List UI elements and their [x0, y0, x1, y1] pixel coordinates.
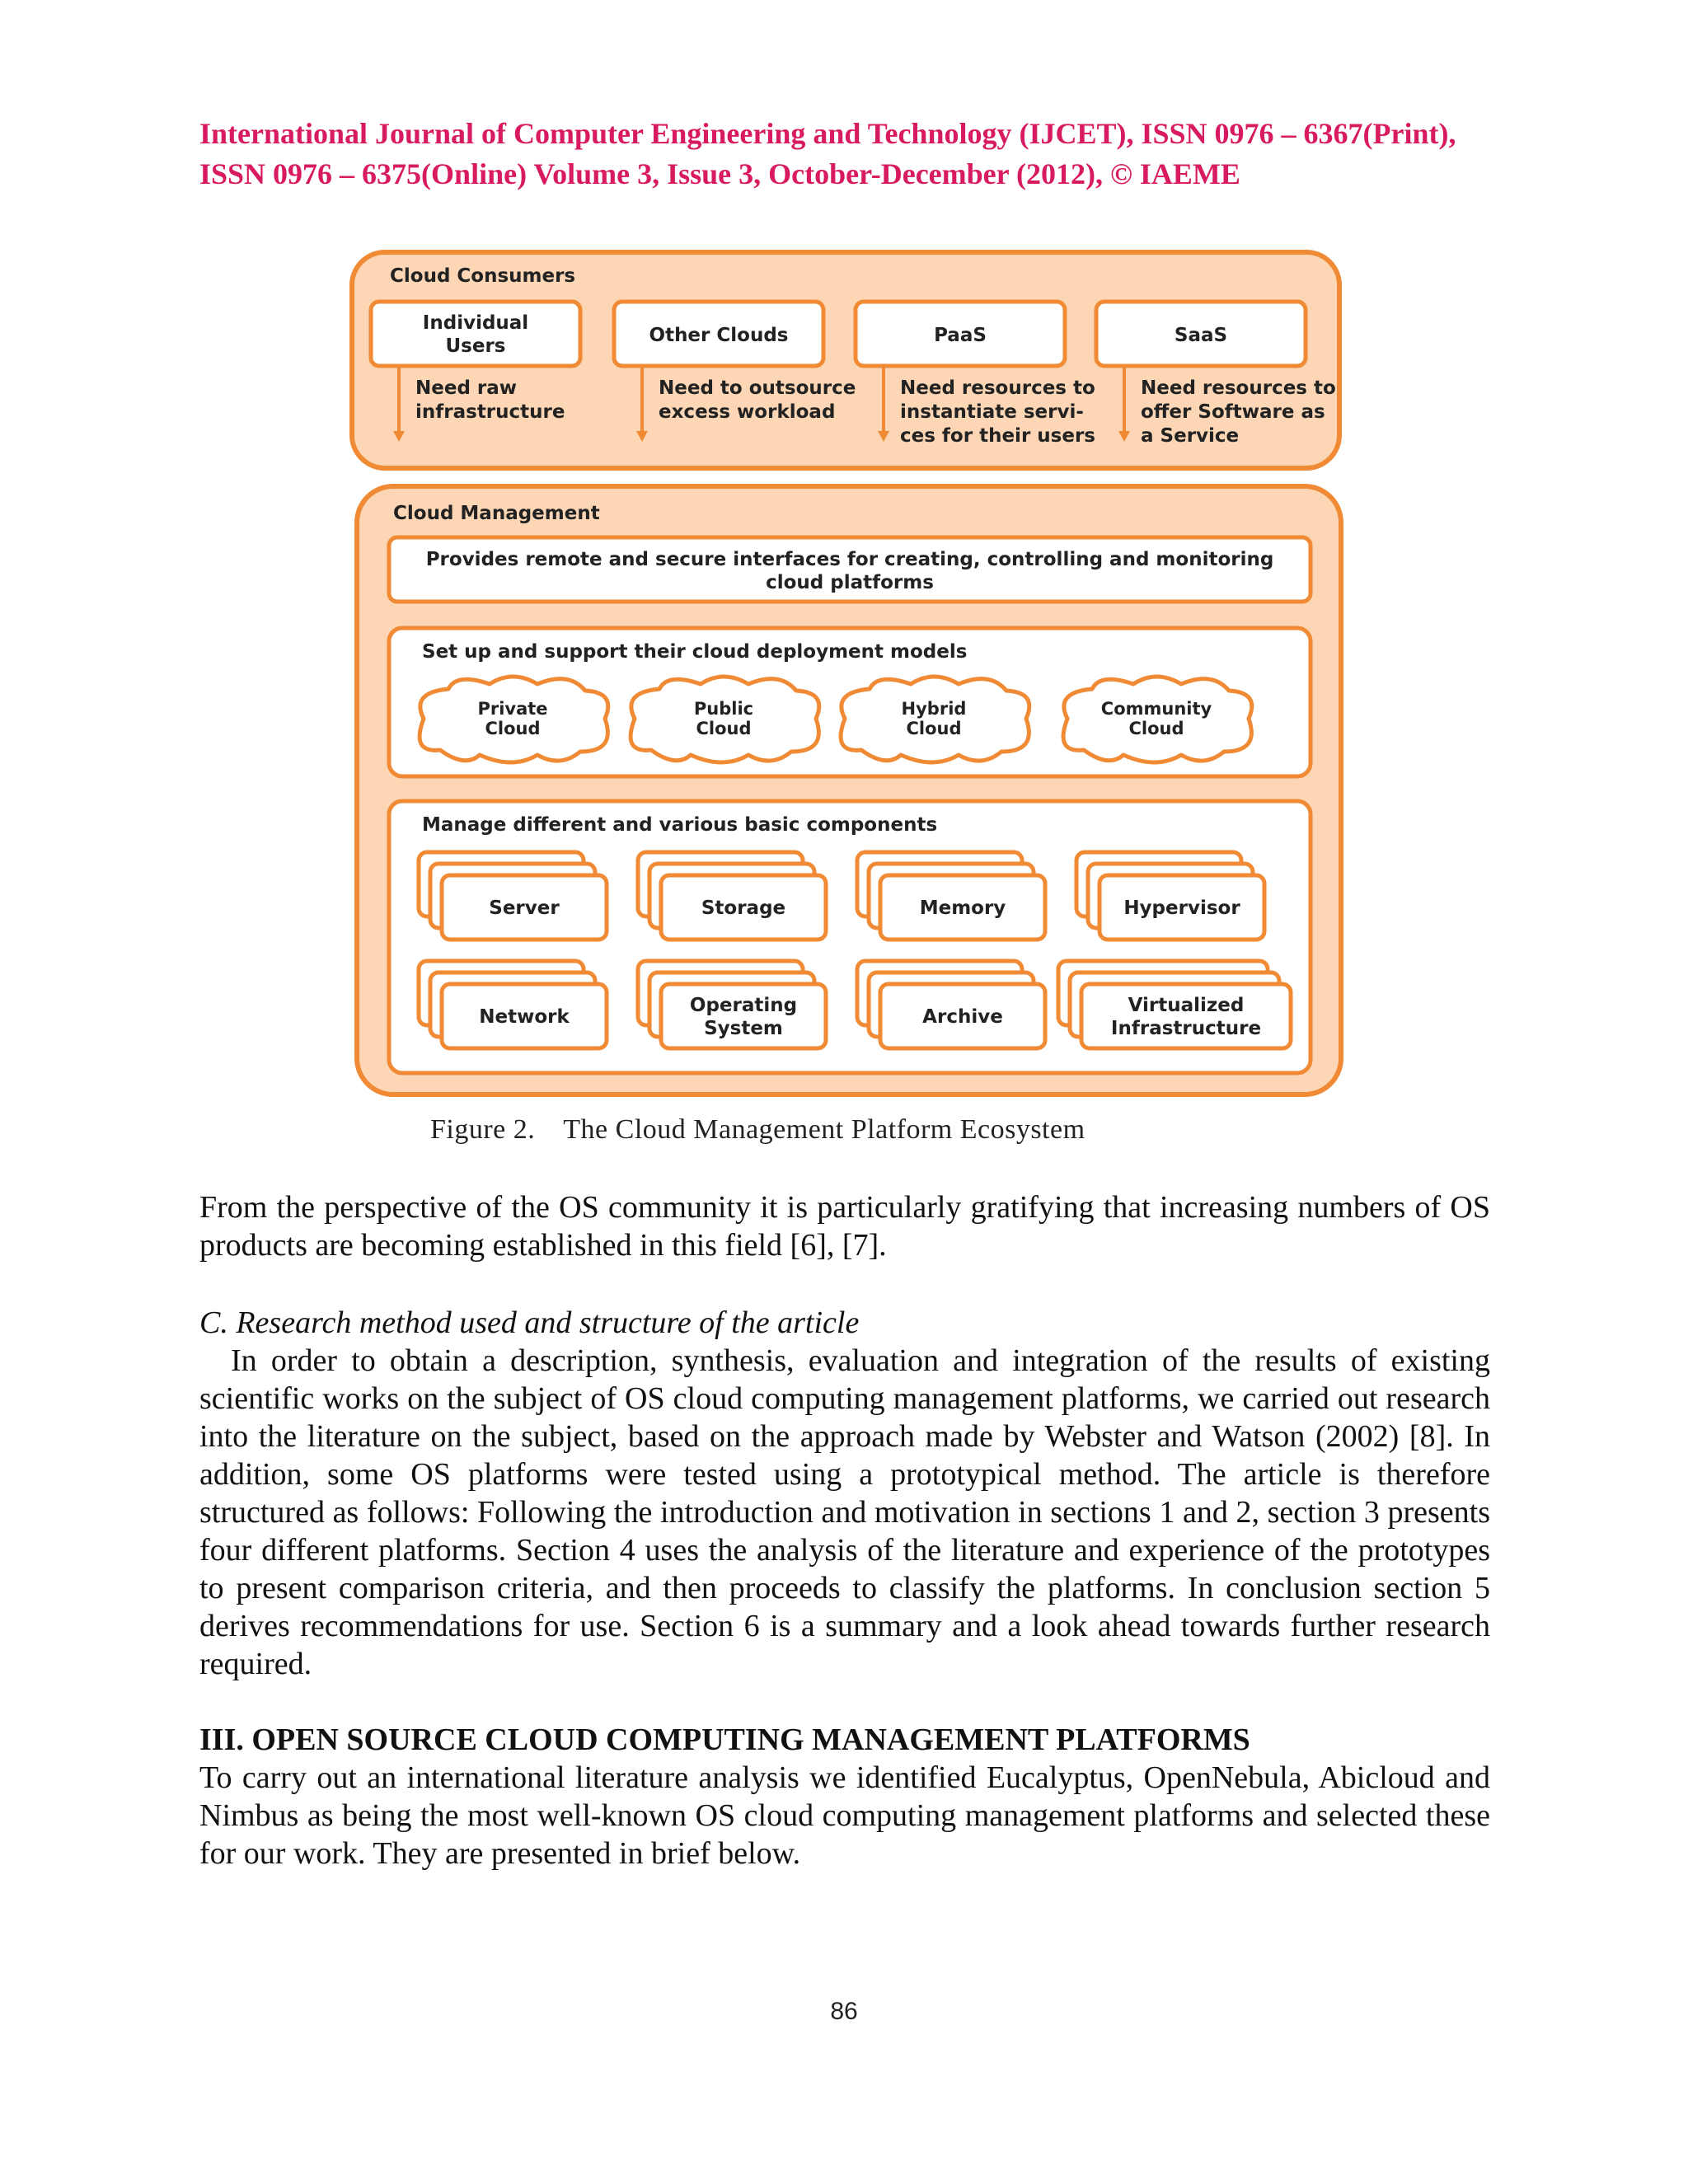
header-line-2: ISSN 0976 – 6375(Online) Volume 3, Issue 3, October-December (2012), © IAEME [199, 157, 1240, 190]
deployment-cloud-label: Hybrid Cloud [901, 699, 967, 738]
paragraph-research-method: In order to obtain a description, synthesis, evaluation and integration of the results of existing scientific works on the subject of OS cloud computing management platforms, we carried out research into the literature on the subject, based on the approach made by Webster and Watson (2002) [8]. In addition, some OS platforms were tested using a prototypical method. The article is therefore structured as follows: Following the introduction and motivation in sections 1 and 2, section 3 presents four different platforms. Section 4 uses the analysis of the literature and experience of the prototypes to present comparison criteria, and then proceeds to classify the platforms. In conclusion section 5 derives recommendations for use. Section 6 is a summary and a look ahead towards further research required. [199, 1343, 1490, 1681]
consumer-need-text: Need resources to instantiate servi-ces for their users [900, 377, 1095, 447]
management-panel-title: Cloud Management [393, 503, 600, 524]
component-label: Hypervisor [1123, 898, 1240, 919]
deployment-cloud-label: Community Cloud [1100, 699, 1212, 738]
consumer-box-label: PaaS [934, 325, 987, 346]
consumer-need-text: Need to outsource excess workload [659, 377, 856, 423]
paragraph-platforms-intro: To carry out an international literature analysis we identified Eucalyptus, OpenNebula, Abicloud and Nimbus as being the most well-known OS cloud computing management platforms and selected these for our work. They are presented in brief below. [199, 1760, 1490, 1871]
figure-caption [430, 1114, 1085, 1146]
component-label: Network [479, 1006, 570, 1028]
consumer-need-text: Need raw infrastructure [415, 377, 565, 423]
subheading-research-method: C. Research method used and structure of the article [199, 1305, 860, 1340]
cloud-management-panel [357, 486, 1341, 1094]
consumer-box-label: SaaS [1174, 325, 1228, 346]
paragraph-os-community: From the perspective of the OS community it is particularly gratifying that increasing numbers of OS products are becoming established in this field [6], [7]. [199, 1190, 1490, 1263]
section-heading-platforms: III. OPEN SOURCE CLOUD COMPUTING MANAGEMENT PLATFORMS [199, 1722, 1250, 1757]
page-number: 86 [830, 1998, 858, 2025]
consumers-panel-title: Cloud Consumers [390, 265, 576, 287]
components-title: Manage different and various basic components [422, 814, 938, 836]
deployment-cloud-label: Private Cloud [477, 699, 548, 738]
deployment-cloud-label: Public Cloud [693, 699, 754, 738]
consumer-box-label: Individual Users [422, 312, 529, 357]
figure-number: Figure 2. [430, 1114, 536, 1145]
interfaces-text: Provides remote and secure interfaces for creating, controlling and monitoring cloud platforms [425, 549, 1274, 593]
figure-caption-text: The Cloud Management Platform Ecosystem [563, 1114, 1085, 1145]
component-label: Server [489, 898, 560, 919]
cloud-consumers-panel [352, 252, 1339, 468]
consumer-need-text: Need resources to offer Software as a Service [1141, 377, 1336, 447]
component-label: Memory [919, 898, 1006, 919]
component-label: Archive [922, 1006, 1003, 1028]
deployment-title: Set up and support their cloud deployment models [422, 641, 968, 663]
component-label: Operating System [689, 995, 798, 1039]
consumer-box-label: Other Clouds [649, 325, 789, 346]
component-label: Virtualized Infrastructure [1110, 995, 1262, 1039]
header-line-1: International Journal of Computer Engineering and Technology (IJCET), ISSN 0976 – 6367(Print), [199, 117, 1456, 150]
component-label: Storage [701, 898, 786, 919]
